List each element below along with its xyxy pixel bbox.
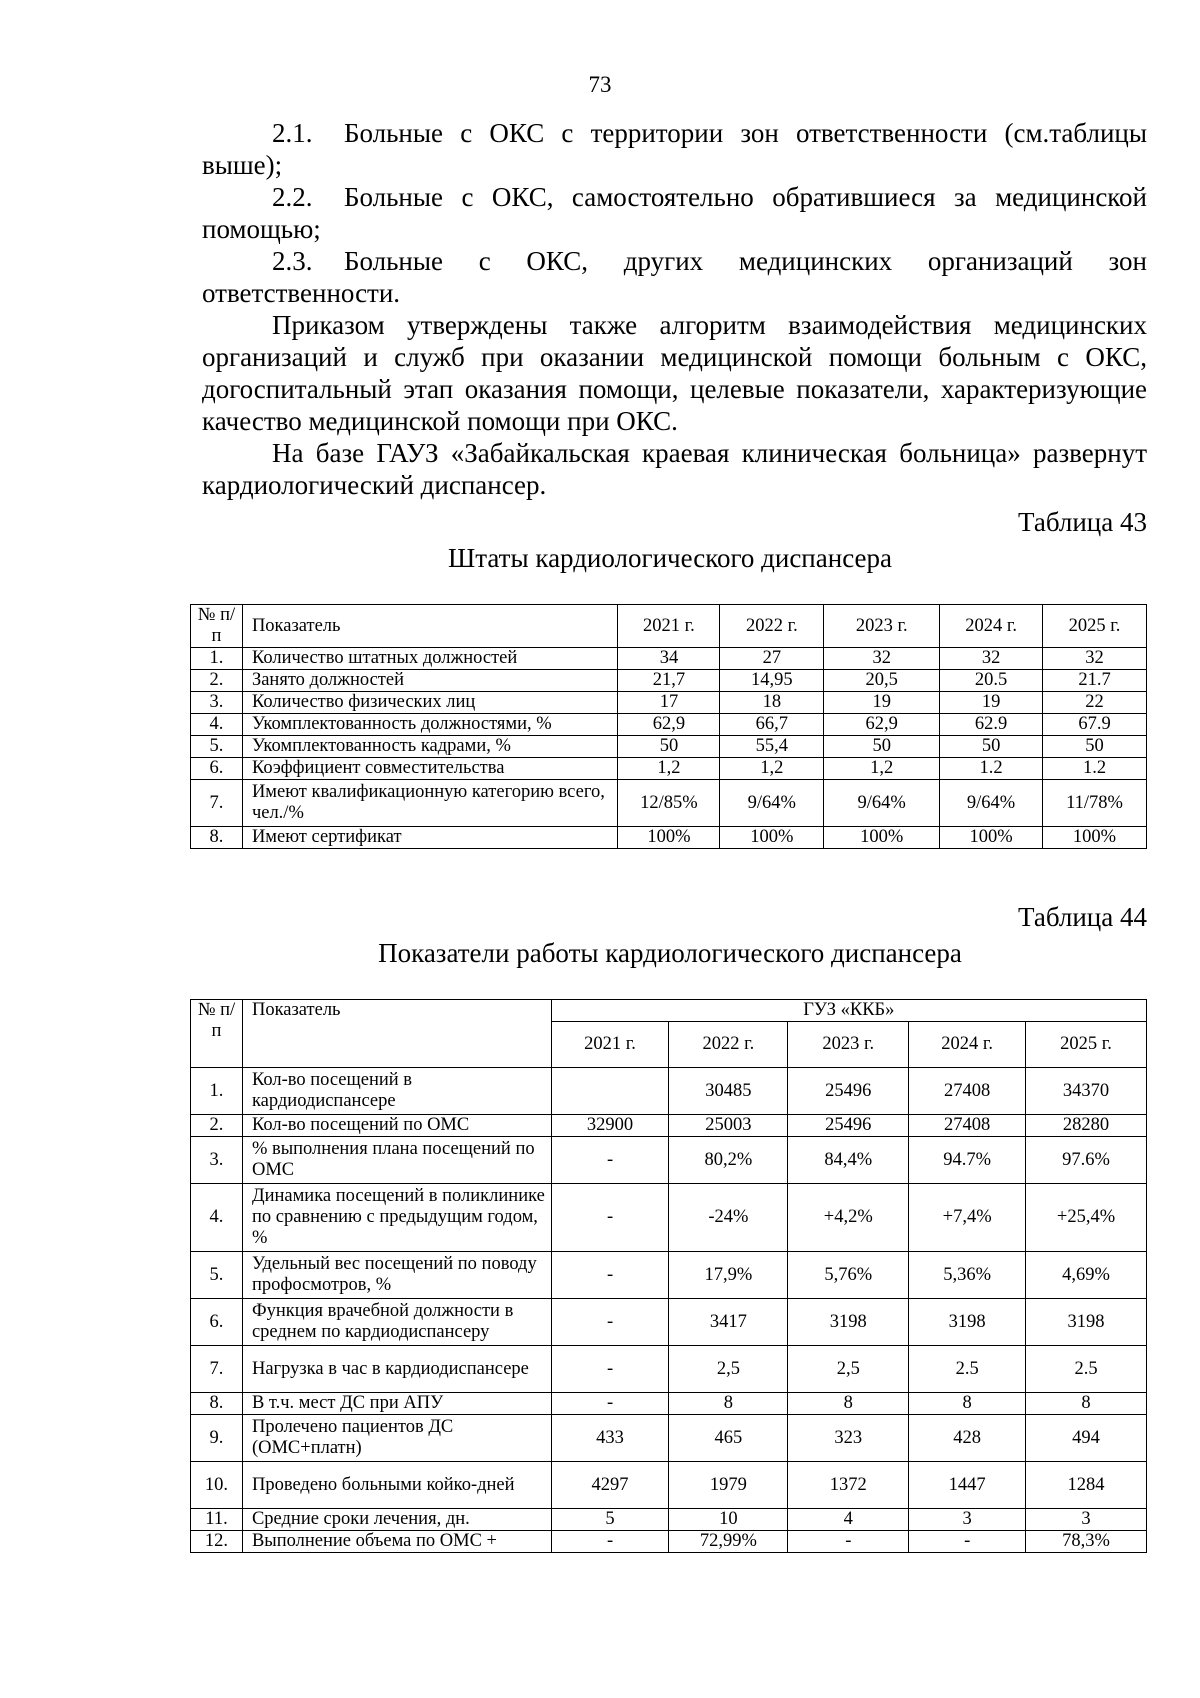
value-cell: -	[909, 1531, 1026, 1553]
header-cell: 2023 г.	[824, 605, 940, 648]
table-row	[191, 1462, 1147, 1509]
row-number-cell: 3.	[191, 692, 243, 714]
indicator-cell: Проведено больными койко-дней	[242, 1462, 551, 1509]
row-number-cell: 10.	[191, 1462, 243, 1509]
indicator-cell: Динамика посещений в поликлинике по сравнению с предыдущим годом, %	[242, 1184, 551, 1252]
list-item	[202, 181, 1147, 245]
table-row	[191, 736, 1147, 758]
value-cell: 2,5	[788, 1346, 909, 1393]
header-cell: 2024 г.	[940, 605, 1043, 648]
header-cell: 2022 г.	[720, 605, 824, 648]
list-item	[202, 117, 1147, 181]
header-cell: Показатель	[242, 605, 618, 648]
indicator-cell: Количество штатных должностей	[242, 648, 618, 670]
row-number-cell: 2.	[191, 1115, 243, 1137]
value-cell: 1,2	[824, 758, 940, 780]
value-cell: 78,3%	[1026, 1531, 1147, 1553]
row-number-cell: 1.	[191, 1068, 243, 1115]
row-number-cell: 7.	[191, 780, 243, 827]
value-cell: -	[551, 1299, 669, 1346]
value-cell: 323	[788, 1415, 909, 1462]
value-cell: 100%	[1043, 827, 1147, 849]
value-cell: 9/64%	[940, 780, 1043, 827]
value-cell: 62.9	[940, 714, 1043, 736]
value-cell: 8	[788, 1393, 909, 1415]
table-44-label: Таблица 44	[1018, 902, 1147, 932]
row-number-cell: 4.	[191, 714, 243, 736]
table-row	[191, 648, 1147, 670]
value-cell: 11/78%	[1043, 780, 1147, 827]
paragraph: На базе ГАУЗ «Забайкальская краевая клиническая больница» развернут кардиологический диспансер.	[202, 438, 1147, 500]
value-cell: 12/85%	[618, 780, 720, 827]
table-row	[191, 1137, 1147, 1184]
value-cell: 8	[1026, 1393, 1147, 1415]
value-cell: +4,2%	[788, 1184, 909, 1252]
value-cell: 1284	[1026, 1462, 1147, 1509]
value-cell: 67.9	[1043, 714, 1147, 736]
value-cell	[551, 1068, 669, 1115]
value-cell: 494	[1026, 1415, 1147, 1462]
table-row	[191, 758, 1147, 780]
indicator-cell: Укомплектованность должностями, %	[242, 714, 618, 736]
table-row	[191, 780, 1147, 827]
value-cell: 32	[940, 648, 1043, 670]
value-cell: 50	[618, 736, 720, 758]
row-number-cell: 6.	[191, 1299, 243, 1346]
value-cell: 50	[824, 736, 940, 758]
page-number: 73	[588, 72, 612, 97]
year-cell: 2025 г.	[1026, 1022, 1147, 1068]
value-cell: 66,7	[720, 714, 824, 736]
table-43-label: Таблица 43	[1018, 507, 1147, 537]
value-cell: 1447	[909, 1462, 1026, 1509]
list-item-text: Больные с ОКС, самостоятельно обратившиеся за медицинской помощью;	[202, 182, 1147, 244]
indicator-cell: Выполнение объема по ОМС +	[242, 1531, 551, 1553]
header-cell: № п/п	[191, 605, 243, 648]
value-cell: 428	[909, 1415, 1026, 1462]
indicator-cell: Коэффициент совместительства	[242, 758, 618, 780]
value-cell: -	[551, 1346, 669, 1393]
list-item-number: 2.2.	[272, 182, 313, 212]
row-number-cell: 8.	[191, 827, 243, 849]
header-cell: Показатель	[242, 1000, 551, 1068]
table-row	[191, 1415, 1147, 1462]
row-number-cell: 6.	[191, 758, 243, 780]
value-cell: 3	[1026, 1509, 1147, 1531]
value-cell: 27408	[909, 1115, 1026, 1137]
value-cell: 22	[1043, 692, 1147, 714]
table-43-body	[191, 648, 1147, 849]
value-cell: 1,2	[618, 758, 720, 780]
value-cell: 1,2	[720, 758, 824, 780]
row-number-cell: 9.	[191, 1415, 243, 1462]
value-cell: 62,9	[824, 714, 940, 736]
value-cell: 34370	[1026, 1068, 1147, 1115]
value-cell: 84,4%	[788, 1137, 909, 1184]
row-number-cell: 3.	[191, 1137, 243, 1184]
value-cell: 17	[618, 692, 720, 714]
value-cell: 50	[940, 736, 1043, 758]
list-item-text: Больные с ОКС, других медицинских организаций зон ответственности.	[202, 246, 1147, 308]
value-cell: 4,69%	[1026, 1252, 1147, 1299]
value-cell: 72,99%	[669, 1531, 788, 1553]
value-cell: 25003	[669, 1115, 788, 1137]
row-number-cell: 12.	[191, 1531, 243, 1553]
value-cell: 465	[669, 1415, 788, 1462]
indicator-cell: Занято должностей	[242, 670, 618, 692]
indicator-cell: Укомплектованность кадрами, %	[242, 736, 618, 758]
indicator-cell: Кол-во посещений по ОМС	[242, 1115, 551, 1137]
table-44-header-row	[191, 1000, 1147, 1022]
value-cell: 100%	[720, 827, 824, 849]
table-row	[191, 1509, 1147, 1531]
table-43-title: Штаты кардиологического диспансера	[448, 543, 892, 573]
header-group-cell: ГУЗ «ККБ»	[551, 1000, 1146, 1022]
value-cell: -24%	[669, 1184, 788, 1252]
row-number-cell: 7.	[191, 1346, 243, 1393]
table-44	[190, 999, 1147, 1553]
row-number-cell: 1.	[191, 648, 243, 670]
value-cell: 80,2%	[669, 1137, 788, 1184]
value-cell: 20,5	[824, 670, 940, 692]
row-number-cell: 2.	[191, 670, 243, 692]
value-cell: 30485	[669, 1068, 788, 1115]
year-cell: 2024 г.	[909, 1022, 1026, 1068]
value-cell: 3198	[909, 1299, 1026, 1346]
row-number-cell: 4.	[191, 1184, 243, 1252]
value-cell: 28280	[1026, 1115, 1147, 1137]
list-item-text: Больные с ОКС с территории зон ответственности (см.таблицы выше);	[202, 118, 1147, 180]
indicator-cell: Пролечено пациентов ДС (ОМС+платн)	[242, 1415, 551, 1462]
value-cell: 3198	[1026, 1299, 1147, 1346]
value-cell: -	[551, 1252, 669, 1299]
year-cell: 2022 г.	[669, 1022, 788, 1068]
row-number-cell: 5.	[191, 736, 243, 758]
table-row	[191, 1346, 1147, 1393]
table-43	[190, 604, 1147, 849]
value-cell: 5	[551, 1509, 669, 1531]
value-cell: -	[551, 1393, 669, 1415]
table-row	[191, 1393, 1147, 1415]
value-cell: -	[551, 1531, 669, 1553]
value-cell: 4	[788, 1509, 909, 1531]
value-cell: 5,76%	[788, 1252, 909, 1299]
value-cell: 2.5	[909, 1346, 1026, 1393]
value-cell: 9/64%	[824, 780, 940, 827]
header-cell: № п/п	[191, 1000, 243, 1068]
value-cell: +7,4%	[909, 1184, 1026, 1252]
value-cell: 19	[824, 692, 940, 714]
indicator-cell: Имеют квалификационную категорию всего, чел./%	[242, 780, 618, 827]
indicator-cell: Функция врачебной должности в среднем по кардиодиспансеру	[242, 1299, 551, 1346]
table-44-title: Показатели работы кардиологического диспансера	[378, 938, 962, 968]
value-cell: 4297	[551, 1462, 669, 1509]
value-cell: 32	[1043, 648, 1147, 670]
value-cell: 9/64%	[720, 780, 824, 827]
value-cell: 3198	[788, 1299, 909, 1346]
value-cell: 2.5	[1026, 1346, 1147, 1393]
value-cell: 433	[551, 1415, 669, 1462]
value-cell: 21,7	[618, 670, 720, 692]
header-cell: 2021 г.	[618, 605, 720, 648]
value-cell: 25496	[788, 1068, 909, 1115]
indicator-cell: В т.ч. мест ДС при АПУ	[242, 1393, 551, 1415]
value-cell: 32900	[551, 1115, 669, 1137]
value-cell: 8	[669, 1393, 788, 1415]
table-row	[191, 827, 1147, 849]
indicator-cell: Имеют сертификат	[242, 827, 618, 849]
value-cell: 18	[720, 692, 824, 714]
table-row	[191, 692, 1147, 714]
value-cell: 1979	[669, 1462, 788, 1509]
value-cell: 55,4	[720, 736, 824, 758]
year-cell: 2023 г.	[788, 1022, 909, 1068]
table-row	[191, 1299, 1147, 1346]
value-cell: 100%	[618, 827, 720, 849]
year-cell: 2021 г.	[551, 1022, 669, 1068]
table-row	[191, 714, 1147, 736]
row-number-cell: 5.	[191, 1252, 243, 1299]
value-cell: 2,5	[669, 1346, 788, 1393]
value-cell: 20.5	[940, 670, 1043, 692]
value-cell: 14,95	[720, 670, 824, 692]
value-cell: 34	[618, 648, 720, 670]
value-cell: 27	[720, 648, 824, 670]
table-row	[191, 670, 1147, 692]
row-number-cell: 8.	[191, 1393, 243, 1415]
value-cell: 19	[940, 692, 1043, 714]
value-cell: 17,9%	[669, 1252, 788, 1299]
indicator-cell: Нагрузка в час в кардиодиспансере	[242, 1346, 551, 1393]
value-cell: +25,4%	[1026, 1184, 1147, 1252]
value-cell: 3417	[669, 1299, 788, 1346]
indicator-cell: Кол-во посещений в кардиодиспансере	[242, 1068, 551, 1115]
value-cell: 8	[909, 1393, 1026, 1415]
header-cell: 2025 г.	[1043, 605, 1147, 648]
paragraph: Приказом утверждены также алгоритм взаимодействия медицинских организаций и служб при оказании медицинской помощи больным с ОКС, догоспитальный этап оказания помощи, целевые показатели, характеризующие качество медицинской помощи при ОКС.	[202, 310, 1147, 436]
table-43-header-row	[191, 605, 1147, 648]
body-text	[202, 117, 1147, 501]
indicator-cell: % выполнения плана посещений по ОМС	[242, 1137, 551, 1184]
value-cell: 3	[909, 1509, 1026, 1531]
value-cell: 10	[669, 1509, 788, 1531]
value-cell: 32	[824, 648, 940, 670]
value-cell: -	[551, 1184, 669, 1252]
indicator-cell: Средние сроки лечения, дн.	[242, 1509, 551, 1531]
table-row	[191, 1068, 1147, 1115]
value-cell: 62,9	[618, 714, 720, 736]
value-cell: 27408	[909, 1068, 1026, 1115]
table-row	[191, 1531, 1147, 1553]
table-row	[191, 1115, 1147, 1137]
list-item-number: 2.3.	[272, 246, 313, 276]
value-cell: 1.2	[940, 758, 1043, 780]
list-item-number: 2.1.	[272, 118, 313, 148]
table-44-body	[191, 1068, 1147, 1553]
list-item	[202, 245, 1147, 309]
indicator-cell: Количество физических лиц	[242, 692, 618, 714]
value-cell: 21.7	[1043, 670, 1147, 692]
value-cell: 100%	[940, 827, 1043, 849]
value-cell: 1.2	[1043, 758, 1147, 780]
row-number-cell: 11.	[191, 1509, 243, 1531]
value-cell: 100%	[824, 827, 940, 849]
value-cell: 97.6%	[1026, 1137, 1147, 1184]
value-cell: 25496	[788, 1115, 909, 1137]
value-cell: 5,36%	[909, 1252, 1026, 1299]
table-row	[191, 1252, 1147, 1299]
value-cell: 1372	[788, 1462, 909, 1509]
table-row	[191, 1184, 1147, 1252]
value-cell: 50	[1043, 736, 1147, 758]
value-cell: -	[788, 1531, 909, 1553]
value-cell: 94.7%	[909, 1137, 1026, 1184]
indicator-cell: Удельный вес посещений по поводу профосмотров, %	[242, 1252, 551, 1299]
value-cell: -	[551, 1137, 669, 1184]
